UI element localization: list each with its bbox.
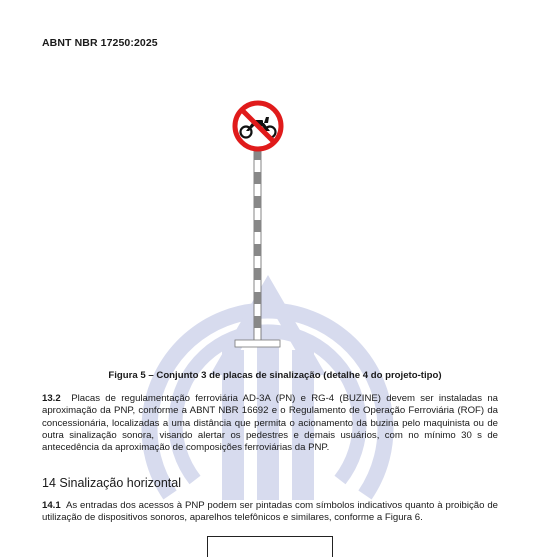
no-motorcycle-horn-icon <box>235 103 281 149</box>
sign-pole <box>254 145 261 345</box>
clause-number: 14.1 <box>42 500 61 511</box>
paragraph-13-2 <box>42 393 498 454</box>
sign-base <box>235 340 280 347</box>
section-heading: 14 Sinalização horizontal <box>42 476 181 490</box>
figure-sign-illustration <box>180 90 350 352</box>
figure-caption: Figura 5 – Conjunto 3 de placas de sinalização (detalhe 4 do projeto-tipo) <box>108 370 442 381</box>
paragraph-14-1 <box>42 500 498 525</box>
document-standard-header: ABNT NBR 17250:2025 <box>42 37 158 49</box>
next-figure-frame <box>207 536 333 557</box>
clause-number: 13.2 <box>42 393 61 404</box>
paragraph-text: As entradas dos acessos à PNP podem ser pintadas com símbolos indicativos quanto à proibição de utilização de dispositivos sonoros, aparelhos telefônicos e similares, conforme a Figura 6. <box>42 500 498 524</box>
paragraph-text: Placas de regulamentação ferroviária AD-3A (PN) e RG-4 (BUZINE) devem ser instaladas na aproximação da PNP, conforme a ABNT NBR 16692 e o Regulamento de Operação Ferroviária (ROF) da concessionária, localizadas a uma distância que permita o acionamento da buzina pelo maquinista ou de outra sinalização sonora, visando alertar os pedestres e demais usuários, com no mínimo 30 s de antecedência da aproximação de composições ferroviárias da PNP. <box>42 393 498 454</box>
